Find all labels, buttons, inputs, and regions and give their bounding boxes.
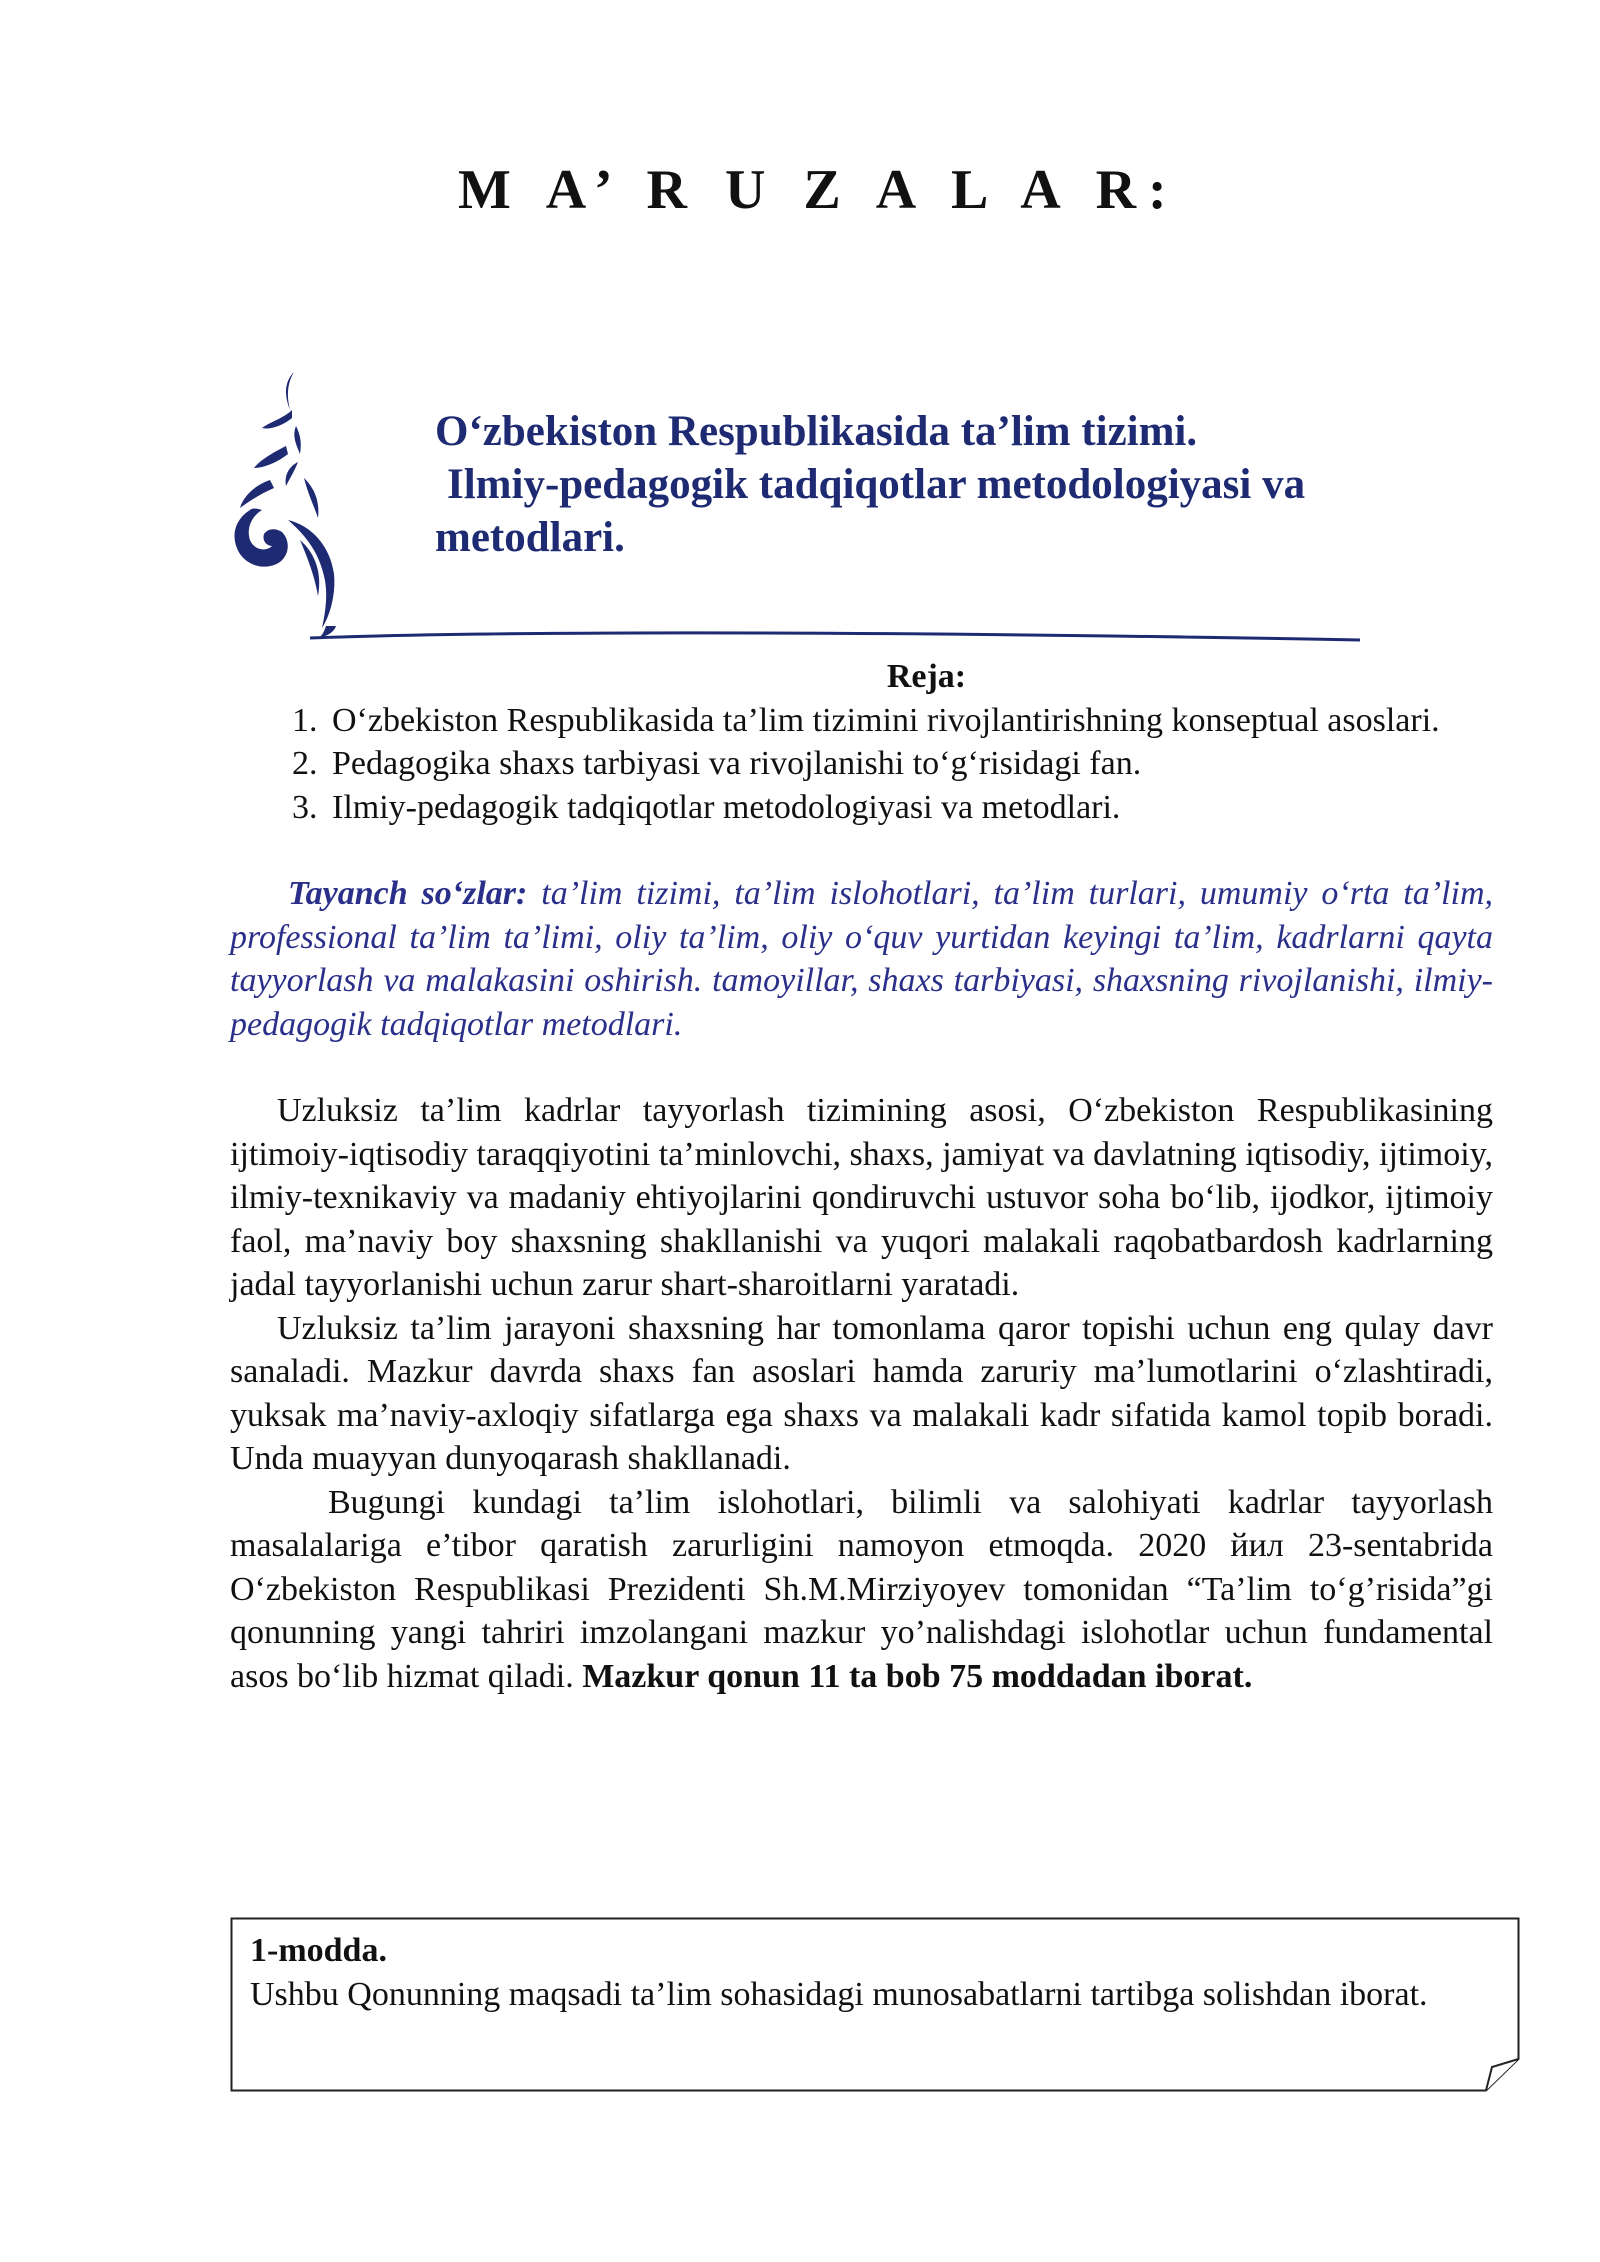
keywords-label: Tayanch so‘zlar: <box>288 875 528 912</box>
body-paragraph-3 <box>230 1481 1493 1699</box>
plan-heading: Reja: <box>886 658 967 695</box>
body-paragraph-3-text: Bugungi kundagi ta’lim islohotlari, bilimli va salohiyati kadrlar tayyorlash masalalariga e’tibor qaratish zarurligini namoyon etmoqda. 2020 йил 23-sentabrida O‘zbekiston Respublikasi Prezidenti Sh.M.Mirziyoyev tomonidan “Ta’lim to‘g’risida”gi qonunning yangi tahriri imzolangani mazkur yo’nalishdagi islohotlar uchun fundamental asos bo‘lib hizmat qiladi. <box>230 1483 1493 1695</box>
chapter-title <box>435 405 1455 564</box>
keywords-paragraph <box>230 872 1493 1046</box>
chapter-title-line-2: Ilmiy-pedagogik tadqiqotlar metodologiyasi va <box>447 461 1306 508</box>
body-paragraph-2: Uzluksiz ta’lim jarayoni shaxsning har tomonlama qaror topishi uchun eng qulay davr sanaladi. Mazkur davrda shaxs fan asoslari hamda zaruriy ma’lumotlarini o‘zlashtiradi, yuksak ma’naviy-axloqiy sifatlarga ega shaxs va malakali kadr sifatida kamol topib boradi. Unda muayyan dunyoqarash shakllanadi. <box>230 1309 1493 1477</box>
chapter-title-line-3: metodlari. <box>435 514 625 561</box>
lecture-content <box>230 655 1493 1698</box>
plan-item: 3. Ilmiy-pedagogik tadqiqotlar metodologiyasi va metodlari. <box>326 786 1493 830</box>
body-paragraph-1: Uzluksiz ta’lim kadrlar tayyorlash tizimining asosi, O‘zbekiston Respublikasining ijtimoiy-iqtisodiy taraqqiyotini ta’minlovchi, shaxs, jamiyat va davlatning iqtisodiy, ijtimoiy, ilmiy-texnikaviy va madaniy ehtiyojlarini qondiruvchi ustuvor soha bo‘lib, ijodkor, ijtimoiy faol, ma’naviy boy shaxsning shakllanishi va yuqori malakali raqobatbardosh kadrlarning jadal tayyorlanishi uchun zarur shart-sharoitlarni yaratadi. <box>230 1092 1493 1303</box>
article-text: Ushbu Qonunning maqsadi ta’lim sohasidagi munosabatlarni tartibga solishdan iborat. <box>250 1975 1428 2013</box>
article-text-block <box>250 1929 1493 2016</box>
law-summary-bold: Mazkur qonun 11 ta bob 75 moddadan iborat. <box>582 1657 1253 1695</box>
plan-item: 1. O‘zbekiston Respublikasida ta’lim tizimini rivojlantirishning konseptual asoslari. <box>326 699 1493 743</box>
plan-list <box>230 699 1493 830</box>
keywords-text: ta’lim tizimi, ta’lim islohotlari, ta’lim turlari, umumiy o‘rta ta’lim, professional ta’lim ta’limi, oliy ta’lim, oliy o‘quv yurtidan keyingi ta’lim, kadrlarni qayta tayyorlash va malakasini oshirish. tamoyillar, shaxs tarbiyasi, shaxsning rivojlanishi, ilmiy-pedagogik tadqiqotlar metodlari. <box>230 875 1494 1043</box>
chapter-title-line-1: O‘zbekiston Respublikasida ta’lim tizimi. <box>435 408 1198 455</box>
plan-item: 2. Pedagogika shaxs tarbiyasi va rivojlanishi to‘g‘risidagi fan. <box>326 742 1493 786</box>
article-box <box>230 1917 1520 2092</box>
article-heading: 1-modda. <box>250 1932 387 1969</box>
page-title: M A’ R U Z A L A R: <box>458 159 1179 221</box>
